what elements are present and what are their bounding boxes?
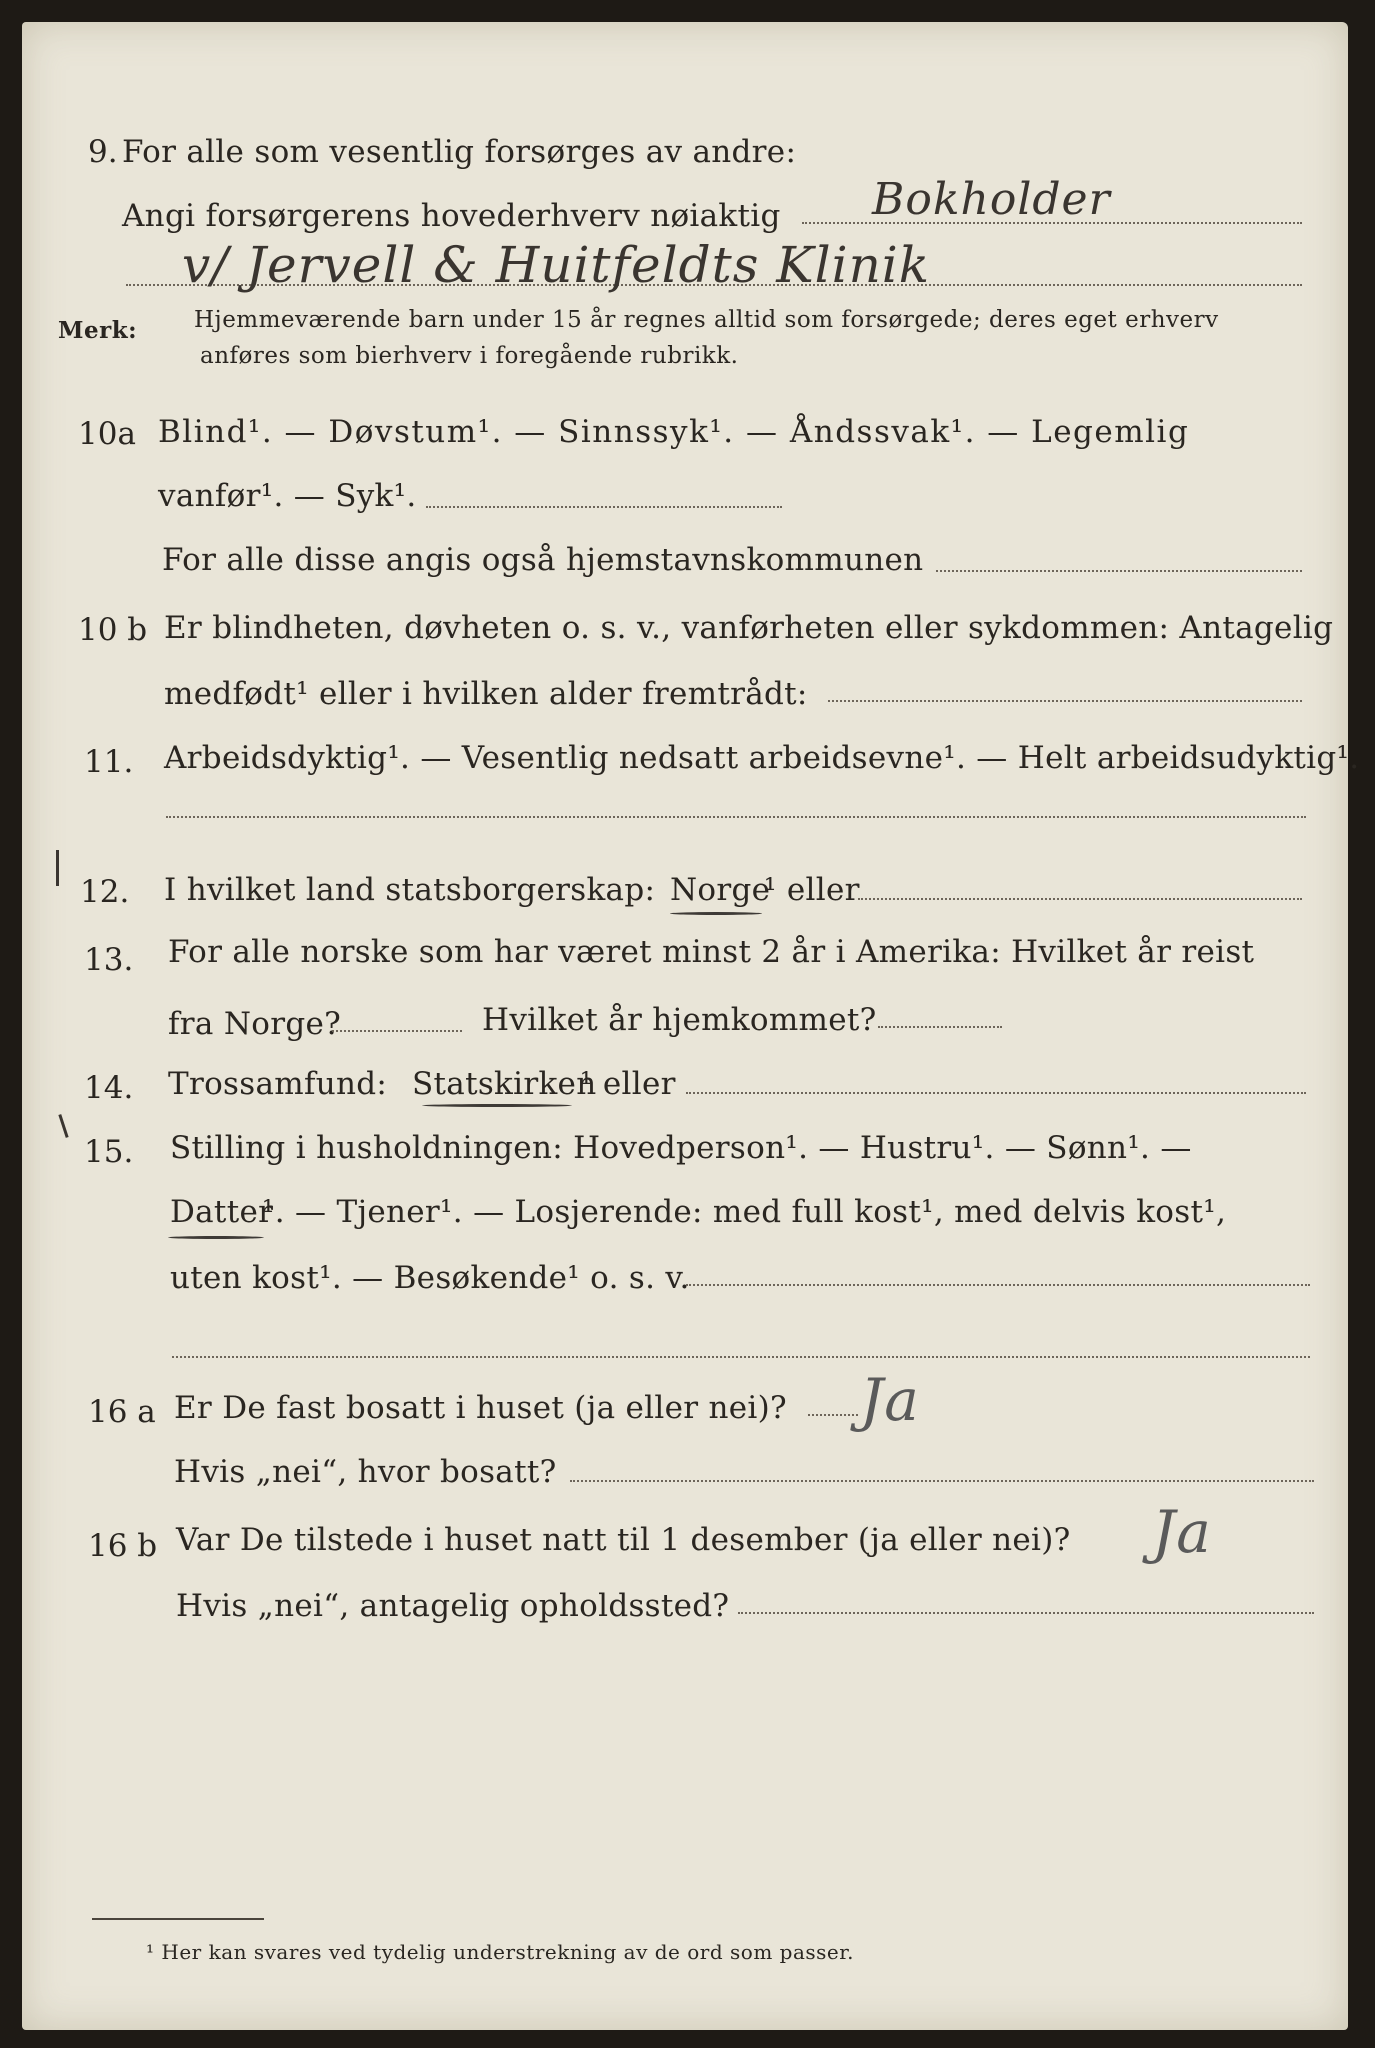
merk-line-2: anføres som bierhverv i foregående rubrikk. <box>200 343 739 369</box>
footnote-rule <box>92 1918 264 1920</box>
margin-tick-12 <box>56 850 59 886</box>
q10a-dotted-line-1 <box>426 506 782 508</box>
q15-line-2: ¹. — Tjener¹. — Losjerende: med full kost¹, med delvis kost¹, <box>262 1194 1227 1230</box>
q13-number: 13. <box>84 942 134 978</box>
q14-text-b: ¹ eller <box>580 1066 676 1102</box>
footnote-text: ¹ Her kan svares ved tydelig understrekning av de ord som passer. <box>146 1940 854 1964</box>
q10a-line-2: vanfør¹. — Syk¹. <box>158 478 417 514</box>
q13-dotted-line-2 <box>878 1026 1002 1028</box>
merk-label: Merk: <box>58 317 138 344</box>
q11-number: 11. <box>84 744 134 780</box>
merk-line-1: Hjemmeværende barn under 15 år regnes alltid som forsørgede; deres eget erhverv <box>194 307 1219 333</box>
q12-dotted-line <box>858 898 1302 900</box>
q14-dotted-line <box>686 1092 1306 1094</box>
q14-text-a: Trossamfund: <box>168 1066 388 1102</box>
q10a-line-3: For alle disse angis også hjemstavnskommunen <box>162 542 924 578</box>
q15-dotted-line-1 <box>686 1284 1310 1286</box>
margin-tick-15 <box>58 1114 68 1138</box>
q11-dotted-line <box>166 816 1306 818</box>
q13-dotted-line-1 <box>332 1030 462 1032</box>
q9-text: For alle som vesentlig forsørges av andre: <box>122 134 797 170</box>
q10b-line-1: Er blindheten, døvheten o. s. v., vanførheten eller sykdommen: Antagelig <box>164 610 1334 646</box>
q16a-dotted-line-2 <box>570 1480 1314 1482</box>
q16b-number: 16 b <box>88 1528 158 1564</box>
q10b-line-2: medfødt¹ eller i hvilken alder fremtrådt: <box>164 676 808 712</box>
q9-handwritten-employer: v/ Jervell & Huitfeldts Klinik <box>182 236 931 294</box>
census-form-page <box>22 22 1360 2030</box>
q15-datter-underline <box>168 1236 264 1239</box>
q16a-line-2: Hvis „nei“, hvor bosatt? <box>174 1454 557 1490</box>
q16b-line-2: Hvis „nei“, antagelig opholdssted? <box>176 1588 730 1624</box>
q16b-line-1: Var De tilstede i huset natt til 1 desember (ja eller nei)? <box>176 1522 1071 1558</box>
q12-text-b: ¹ eller <box>764 872 860 908</box>
q13-line-2b: Hvilket år hjemkommet? <box>482 1002 877 1038</box>
q15-number: 15. <box>84 1134 134 1170</box>
q11-text: Arbeidsdyktig¹. — Vesentlig nedsatt arbeidsevne¹. — Helt arbeidsudyktig¹. <box>164 740 1360 776</box>
q16a-handwritten-answer: Ja <box>860 1366 920 1434</box>
q10a-dotted-line-2 <box>936 570 1302 572</box>
q15-dotted-line-2 <box>172 1356 1310 1358</box>
q14-number: 14. <box>84 1070 134 1106</box>
q12-number: 12. <box>80 874 130 910</box>
q16a-number: 16 a <box>88 1394 156 1430</box>
q10a-line-1: Blind¹. — Døvstum¹. — Sinnssyk¹. — Åndssvak¹. — Legemlig <box>158 414 1190 450</box>
q13-line-1: For alle norske som har været minst 2 år i Amerika: Hvilket år reist <box>168 934 1255 970</box>
q15-line-1: Stilling i husholdningen: Hovedperson¹. — Hustru¹. — Sønn¹. — <box>170 1130 1192 1166</box>
q9-number: 9. <box>88 134 118 170</box>
q14-statskirken: Statskirken <box>412 1066 597 1102</box>
q10b-dotted-line <box>828 700 1302 702</box>
q16a-line-1: Er De fast bosatt i huset (ja eller nei)? <box>174 1390 787 1426</box>
q15-datter: Datter <box>170 1194 274 1230</box>
q9-handwritten-occupation: Bokholder <box>872 174 1111 225</box>
q10b-number: 10 b <box>78 612 148 648</box>
q13-line-2a: fra Norge? <box>168 1006 342 1042</box>
q16b-dotted-line <box>738 1612 1314 1614</box>
q16a-dotted-line-1 <box>808 1414 858 1416</box>
q12-text-a: I hvilket land statsborgerskap: <box>164 872 656 908</box>
q15-line-3: uten kost¹. — Besøkende¹ o. s. v. <box>170 1260 690 1296</box>
q14-statskirken-underline <box>422 1104 572 1107</box>
q9-sub: Angi forsørgerens hovederhverv nøiaktig <box>122 198 781 234</box>
q12-norge-underline <box>670 912 762 915</box>
q10a-number: 10a <box>78 416 136 452</box>
q12-norge: Norge <box>670 872 771 908</box>
q16b-handwritten-answer: Ja <box>1152 1498 1212 1566</box>
